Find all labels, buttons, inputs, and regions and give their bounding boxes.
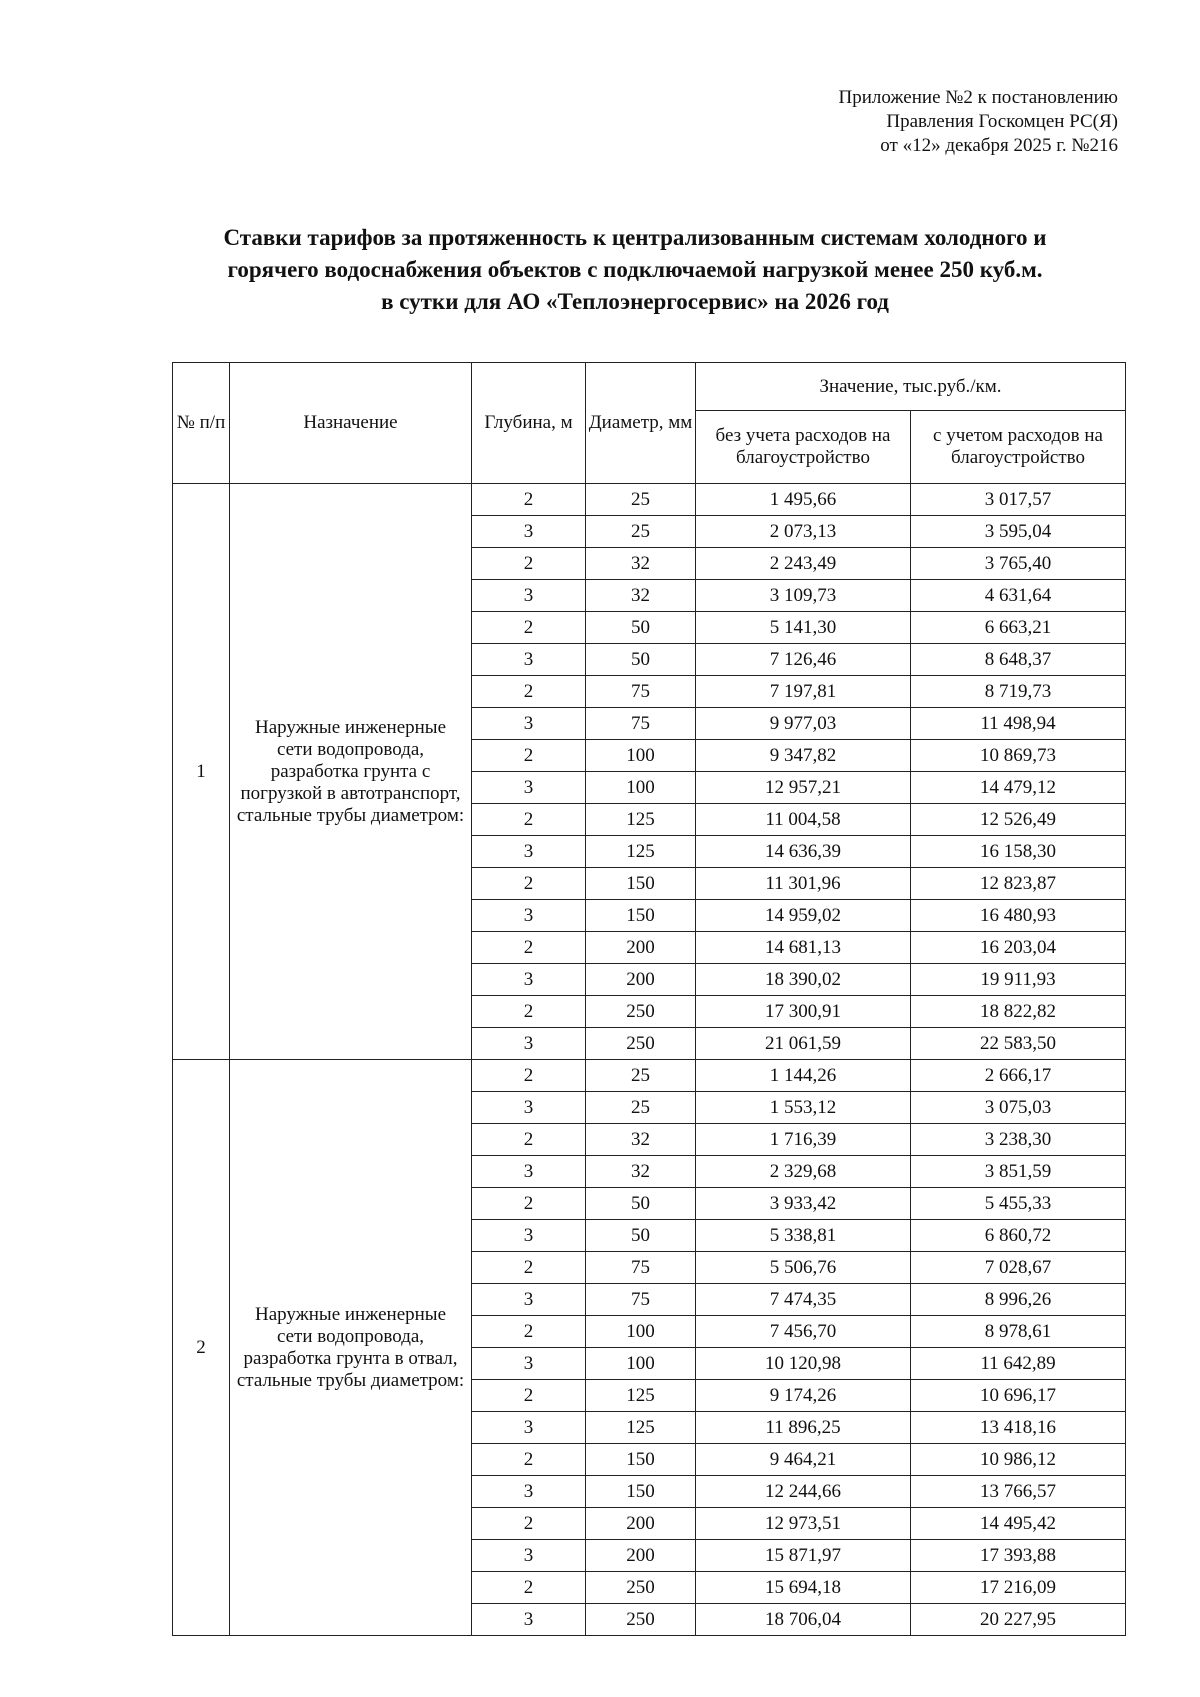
depth-cell: 3: [472, 1220, 586, 1252]
header-diameter: Диаметр, мм: [586, 363, 696, 484]
diameter-cell: 250: [586, 996, 696, 1028]
diameter-cell: 250: [586, 1604, 696, 1636]
diameter-cell: 50: [586, 612, 696, 644]
value-with-cell: 3 765,40: [911, 548, 1126, 580]
value-without-cell: 1 553,12: [696, 1092, 911, 1124]
depth-cell: 3: [472, 708, 586, 740]
value-with-cell: 4 631,64: [911, 580, 1126, 612]
value-with-cell: 16 158,30: [911, 836, 1126, 868]
diameter-cell: 25: [586, 1060, 696, 1092]
value-without-cell: 5 338,81: [696, 1220, 911, 1252]
diameter-cell: 250: [586, 1572, 696, 1604]
table-header: [173, 363, 1126, 484]
diameter-cell: 200: [586, 932, 696, 964]
header-purpose: Назначение: [230, 363, 472, 484]
depth-cell: 3: [472, 644, 586, 676]
value-without-cell: 7 126,46: [696, 644, 911, 676]
depth-cell: 3: [472, 1604, 586, 1636]
diameter-cell: 75: [586, 1284, 696, 1316]
value-without-cell: 1 716,39: [696, 1124, 911, 1156]
value-without-cell: 1 144,26: [696, 1060, 911, 1092]
value-with-cell: 2 666,17: [911, 1060, 1126, 1092]
diameter-cell: 75: [586, 708, 696, 740]
value-with-cell: 8 719,73: [911, 676, 1126, 708]
value-without-cell: 5 141,30: [696, 612, 911, 644]
value-with-cell: 16 480,93: [911, 900, 1126, 932]
value-with-cell: 22 583,50: [911, 1028, 1126, 1060]
value-without-cell: 12 957,21: [696, 772, 911, 804]
value-with-cell: 10 869,73: [911, 740, 1126, 772]
diameter-cell: 150: [586, 868, 696, 900]
depth-cell: 3: [472, 1028, 586, 1060]
value-with-cell: 14 495,42: [911, 1508, 1126, 1540]
group-description: Наружные инженерные сети водопровода, разработка грунта в отвал, стальные трубы диаметром:: [230, 1060, 472, 1636]
depth-cell: 3: [472, 1348, 586, 1380]
diameter-cell: 25: [586, 516, 696, 548]
value-with-cell: 13 418,16: [911, 1412, 1126, 1444]
group-description: Наружные инженерные сети водопровода, разработка грунта с погрузкой в автотранспорт, стальные трубы диаметром:: [230, 484, 472, 1060]
value-with-cell: 6 663,21: [911, 612, 1126, 644]
value-without-cell: 9 347,82: [696, 740, 911, 772]
appendix-note-line: Приложение №2 к постановлению: [838, 87, 1118, 108]
table-row: [173, 1060, 1126, 1092]
depth-cell: 3: [472, 1412, 586, 1444]
header-without-improvement: без учета расходов на благоустройство: [696, 411, 911, 484]
table-body: [173, 484, 1126, 1636]
diameter-cell: 50: [586, 644, 696, 676]
group-number: 2: [173, 1060, 230, 1636]
diameter-cell: 150: [586, 1476, 696, 1508]
value-without-cell: 12 244,66: [696, 1476, 911, 1508]
diameter-cell: 100: [586, 772, 696, 804]
header-value-group: Значение, тыс.руб./км.: [696, 363, 1126, 411]
depth-cell: 2: [472, 868, 586, 900]
diameter-cell: 200: [586, 964, 696, 996]
diameter-cell: 250: [586, 1028, 696, 1060]
value-without-cell: 9 174,26: [696, 1380, 911, 1412]
diameter-cell: 32: [586, 1124, 696, 1156]
value-with-cell: 8 996,26: [911, 1284, 1126, 1316]
value-without-cell: 7 197,81: [696, 676, 911, 708]
diameter-cell: 100: [586, 740, 696, 772]
value-with-cell: 7 028,67: [911, 1252, 1126, 1284]
header-num: № п/п: [173, 363, 230, 484]
diameter-cell: 75: [586, 1252, 696, 1284]
diameter-cell: 125: [586, 1412, 696, 1444]
depth-cell: 3: [472, 1284, 586, 1316]
diameter-cell: 50: [586, 1220, 696, 1252]
depth-cell: 2: [472, 1060, 586, 1092]
value-with-cell: 11 498,94: [911, 708, 1126, 740]
diameter-cell: 50: [586, 1188, 696, 1220]
value-without-cell: 15 871,97: [696, 1540, 911, 1572]
value-with-cell: 11 642,89: [911, 1348, 1126, 1380]
depth-cell: 3: [472, 516, 586, 548]
diameter-cell: 32: [586, 1156, 696, 1188]
diameter-cell: 32: [586, 580, 696, 612]
value-with-cell: 8 978,61: [911, 1316, 1126, 1348]
value-without-cell: 11 004,58: [696, 804, 911, 836]
diameter-cell: 100: [586, 1316, 696, 1348]
value-without-cell: 3 933,42: [696, 1188, 911, 1220]
depth-cell: 2: [472, 1252, 586, 1284]
document-title: [150, 222, 1120, 318]
diameter-cell: 150: [586, 900, 696, 932]
value-without-cell: 10 120,98: [696, 1348, 911, 1380]
appendix-note-line: от «12» декабря 2025 г. №216: [880, 135, 1118, 156]
appendix-note: [839, 86, 1118, 158]
diameter-cell: 25: [586, 1092, 696, 1124]
depth-cell: 2: [472, 1316, 586, 1348]
depth-cell: 2: [472, 932, 586, 964]
depth-cell: 3: [472, 1156, 586, 1188]
document-title-line: Ставки тарифов за протяженность к централизованным системам холодного и: [223, 225, 1047, 250]
value-without-cell: 2 329,68: [696, 1156, 911, 1188]
depth-cell: 2: [472, 996, 586, 1028]
depth-cell: 2: [472, 612, 586, 644]
diameter-cell: 75: [586, 676, 696, 708]
diameter-cell: 200: [586, 1540, 696, 1572]
header-depth: Глубина, м: [472, 363, 586, 484]
value-without-cell: 11 301,96: [696, 868, 911, 900]
depth-cell: 3: [472, 772, 586, 804]
table-row: [173, 484, 1126, 516]
depth-cell: 2: [472, 1188, 586, 1220]
value-with-cell: 13 766,57: [911, 1476, 1126, 1508]
diameter-cell: 25: [586, 484, 696, 516]
value-with-cell: 10 986,12: [911, 1444, 1126, 1476]
value-with-cell: 19 911,93: [911, 964, 1126, 996]
value-without-cell: 21 061,59: [696, 1028, 911, 1060]
document-title-line: в сутки для АО «Теплоэнергосервис» на 2026 год: [381, 289, 889, 314]
depth-cell: 3: [472, 900, 586, 932]
value-without-cell: 3 109,73: [696, 580, 911, 612]
value-without-cell: 5 506,76: [696, 1252, 911, 1284]
value-with-cell: 3 238,30: [911, 1124, 1126, 1156]
depth-cell: 3: [472, 964, 586, 996]
value-with-cell: 16 203,04: [911, 932, 1126, 964]
value-without-cell: 9 977,03: [696, 708, 911, 740]
depth-cell: 2: [472, 1444, 586, 1476]
depth-cell: 3: [472, 580, 586, 612]
group-number: 1: [173, 484, 230, 1060]
header-with-improvement: с учетом расходов на благоустройство: [911, 411, 1126, 484]
value-with-cell: 18 822,82: [911, 996, 1126, 1028]
diameter-cell: 150: [586, 1444, 696, 1476]
value-with-cell: 3 017,57: [911, 484, 1126, 516]
value-with-cell: 20 227,95: [911, 1604, 1126, 1636]
value-without-cell: 18 706,04: [696, 1604, 911, 1636]
value-without-cell: 15 694,18: [696, 1572, 911, 1604]
depth-cell: 2: [472, 740, 586, 772]
value-with-cell: 3 851,59: [911, 1156, 1126, 1188]
document-title-line: горячего водоснабжения объектов с подключаемой нагрузкой менее 250 куб.м.: [227, 257, 1043, 282]
value-without-cell: 9 464,21: [696, 1444, 911, 1476]
depth-cell: 2: [472, 1572, 586, 1604]
diameter-cell: 32: [586, 548, 696, 580]
value-without-cell: 18 390,02: [696, 964, 911, 996]
value-without-cell: 2 243,49: [696, 548, 911, 580]
depth-cell: 2: [472, 1124, 586, 1156]
value-without-cell: 17 300,91: [696, 996, 911, 1028]
value-without-cell: 7 474,35: [696, 1284, 911, 1316]
diameter-cell: 200: [586, 1508, 696, 1540]
value-with-cell: 8 648,37: [911, 644, 1126, 676]
value-with-cell: 12 823,87: [911, 868, 1126, 900]
depth-cell: 2: [472, 548, 586, 580]
value-without-cell: 14 636,39: [696, 836, 911, 868]
depth-cell: 2: [472, 1508, 586, 1540]
value-with-cell: 12 526,49: [911, 804, 1126, 836]
value-without-cell: 1 495,66: [696, 484, 911, 516]
value-without-cell: 12 973,51: [696, 1508, 911, 1540]
diameter-cell: 125: [586, 804, 696, 836]
depth-cell: 3: [472, 1476, 586, 1508]
value-without-cell: 14 959,02: [696, 900, 911, 932]
depth-cell: 3: [472, 836, 586, 868]
depth-cell: 2: [472, 1380, 586, 1412]
value-with-cell: 5 455,33: [911, 1188, 1126, 1220]
value-without-cell: 11 896,25: [696, 1412, 911, 1444]
appendix-note-line: Правления Госкомцен РС(Я): [886, 111, 1118, 132]
depth-cell: 2: [472, 484, 586, 516]
value-with-cell: 14 479,12: [911, 772, 1126, 804]
depth-cell: 2: [472, 804, 586, 836]
value-with-cell: 17 393,88: [911, 1540, 1126, 1572]
value-without-cell: 2 073,13: [696, 516, 911, 548]
diameter-cell: 125: [586, 1380, 696, 1412]
value-with-cell: 3 075,03: [911, 1092, 1126, 1124]
tariff-table: [172, 362, 1126, 1636]
value-with-cell: 6 860,72: [911, 1220, 1126, 1252]
depth-cell: 3: [472, 1540, 586, 1572]
value-with-cell: 17 216,09: [911, 1572, 1126, 1604]
value-without-cell: 14 681,13: [696, 932, 911, 964]
depth-cell: 3: [472, 1092, 586, 1124]
depth-cell: 2: [472, 676, 586, 708]
value-with-cell: 10 696,17: [911, 1380, 1126, 1412]
diameter-cell: 100: [586, 1348, 696, 1380]
value-without-cell: 7 456,70: [696, 1316, 911, 1348]
diameter-cell: 125: [586, 836, 696, 868]
value-with-cell: 3 595,04: [911, 516, 1126, 548]
